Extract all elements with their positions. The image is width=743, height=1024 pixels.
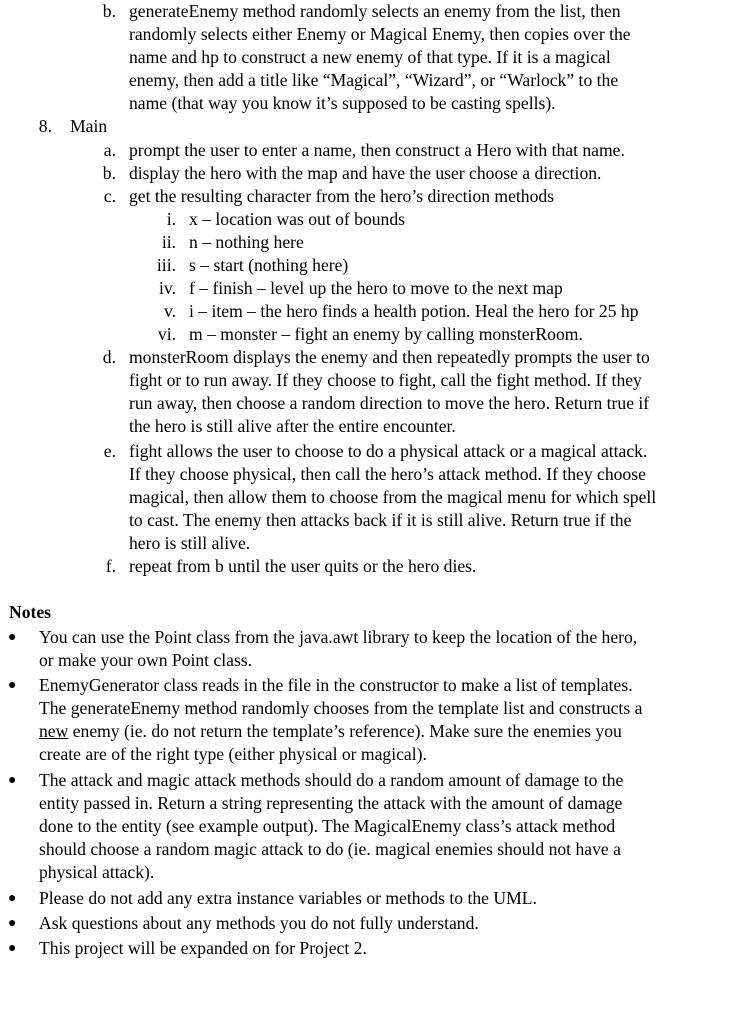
text-line: hero is still alive. (129, 533, 251, 553)
subitem-marker: v. (163, 301, 176, 321)
notes-heading: Notes (9, 602, 52, 622)
note-line: EnemyGenerator class reads in the file in the constructor to make a list of templates. (39, 675, 633, 695)
text-line: prompt the user to enter a name, then construct a Hero with that name. (129, 140, 625, 160)
item-marker: e. (103, 441, 116, 461)
section-title: Main (70, 116, 108, 136)
note-line: or make your own Point class. (39, 650, 253, 670)
bullet-icon: ● (8, 678, 17, 693)
text-line: repeat from b until the user quits or the hero dies. (129, 556, 477, 576)
note-line: Ask questions about any methods you do not fully understand. (39, 913, 479, 933)
text-line: monsterRoom displays the enemy and then repeatedly prompts the user to (129, 347, 650, 367)
note-line: You can use the Point class from the java.awt library to keep the location of the hero, (39, 627, 638, 647)
text-line: enemy, then add a title like “Magical”, “Wizard”, or “Warlock” to the (129, 70, 619, 90)
note-line: physical attack). (39, 862, 155, 882)
text-line: generateEnemy method randomly selects an enemy from the list, then (129, 1, 621, 21)
note-line: done to the entity (see example output). The MagicalEnemy class’s attack method (39, 816, 616, 836)
text-line: fight allows the user to choose to do a physical attack or a magical attack. (129, 441, 648, 461)
item-marker: a. (103, 140, 116, 160)
text-line: to cast. The enemy then attacks back if it is still alive. Return true if the (129, 510, 632, 530)
text-line: If they choose physical, then call the hero’s attack method. If they choose (129, 464, 646, 484)
text-line: name (that way you know it’s supposed to be casting spells). (129, 93, 556, 113)
text-line: name and hp to construct a new enemy of that type. If it is a magical (129, 47, 611, 67)
subitem-marker: iv. (159, 278, 176, 298)
bullet-icon: ● (8, 630, 17, 645)
text-line: display the hero with the map and have the user choose a direction. (129, 163, 602, 183)
text-line: fight or to run away. If they choose to fight, call the fight method. If they (129, 370, 642, 390)
text-line: magical, then allow them to choose from the magical menu for which spell (129, 487, 657, 507)
bullet-icon: ● (8, 941, 17, 956)
note-line: This project will be expanded on for Project 2. (39, 938, 367, 958)
note-line: entity passed in. Return a string representing the attack with the amount of damage (39, 793, 623, 813)
item-marker: d. (102, 347, 116, 367)
subitem-text: f – finish – level up the hero to move to the next map (189, 278, 563, 298)
subitem-text: i – item – the hero finds a health potion. Heal the hero for 25 hp (189, 301, 639, 321)
text-line: get the resulting character from the hero’s direction methods (129, 186, 555, 206)
text-line: randomly selects either Enemy or Magical Enemy, then copies over the (129, 24, 631, 44)
note-line: The generateEnemy method randomly chooses from the template list and constructs a (39, 698, 643, 718)
item-marker: f. (105, 556, 116, 576)
subitem-marker: iii. (156, 255, 176, 275)
text-line: the hero is still alive after the entire encounter. (129, 416, 456, 436)
note-line: should choose a random magic attack to do (ie. magical enemies should not have a (39, 839, 621, 859)
note-line: Please do not add any extra instance variables or methods to the UML. (39, 888, 537, 908)
item-marker: b. (102, 163, 116, 183)
item-marker: b. (102, 1, 116, 21)
underlined-word: new (39, 721, 69, 741)
bullet-icon: ● (8, 773, 17, 788)
section-number: 8. (38, 116, 52, 136)
subitem-marker: ii. (161, 232, 176, 252)
bullet-icon: ● (8, 891, 17, 906)
text-line: run away, then choose a random direction to move the hero. Return true if (129, 393, 650, 413)
note-line: create are of the right type (either physical or magical). (39, 744, 427, 764)
note-line-rest: enemy (ie. do not return the template’s reference). Make sure the enemies you (68, 721, 622, 741)
subitem-text: x – location was out of bounds (189, 209, 405, 229)
subitem-text: s – start (nothing here) (189, 255, 349, 275)
note-line: The attack and magic attack methods should do a random amount of damage to the (39, 770, 624, 790)
subitem-marker: vi. (157, 324, 176, 344)
note-line (39, 720, 622, 743)
bullet-icon: ● (8, 916, 17, 931)
item-marker: c. (103, 186, 116, 206)
subitem-text: m – monster – fight an enemy by calling monsterRoom. (189, 324, 583, 344)
subitem-marker: i. (166, 209, 176, 229)
subitem-text: n – nothing here (189, 232, 304, 252)
